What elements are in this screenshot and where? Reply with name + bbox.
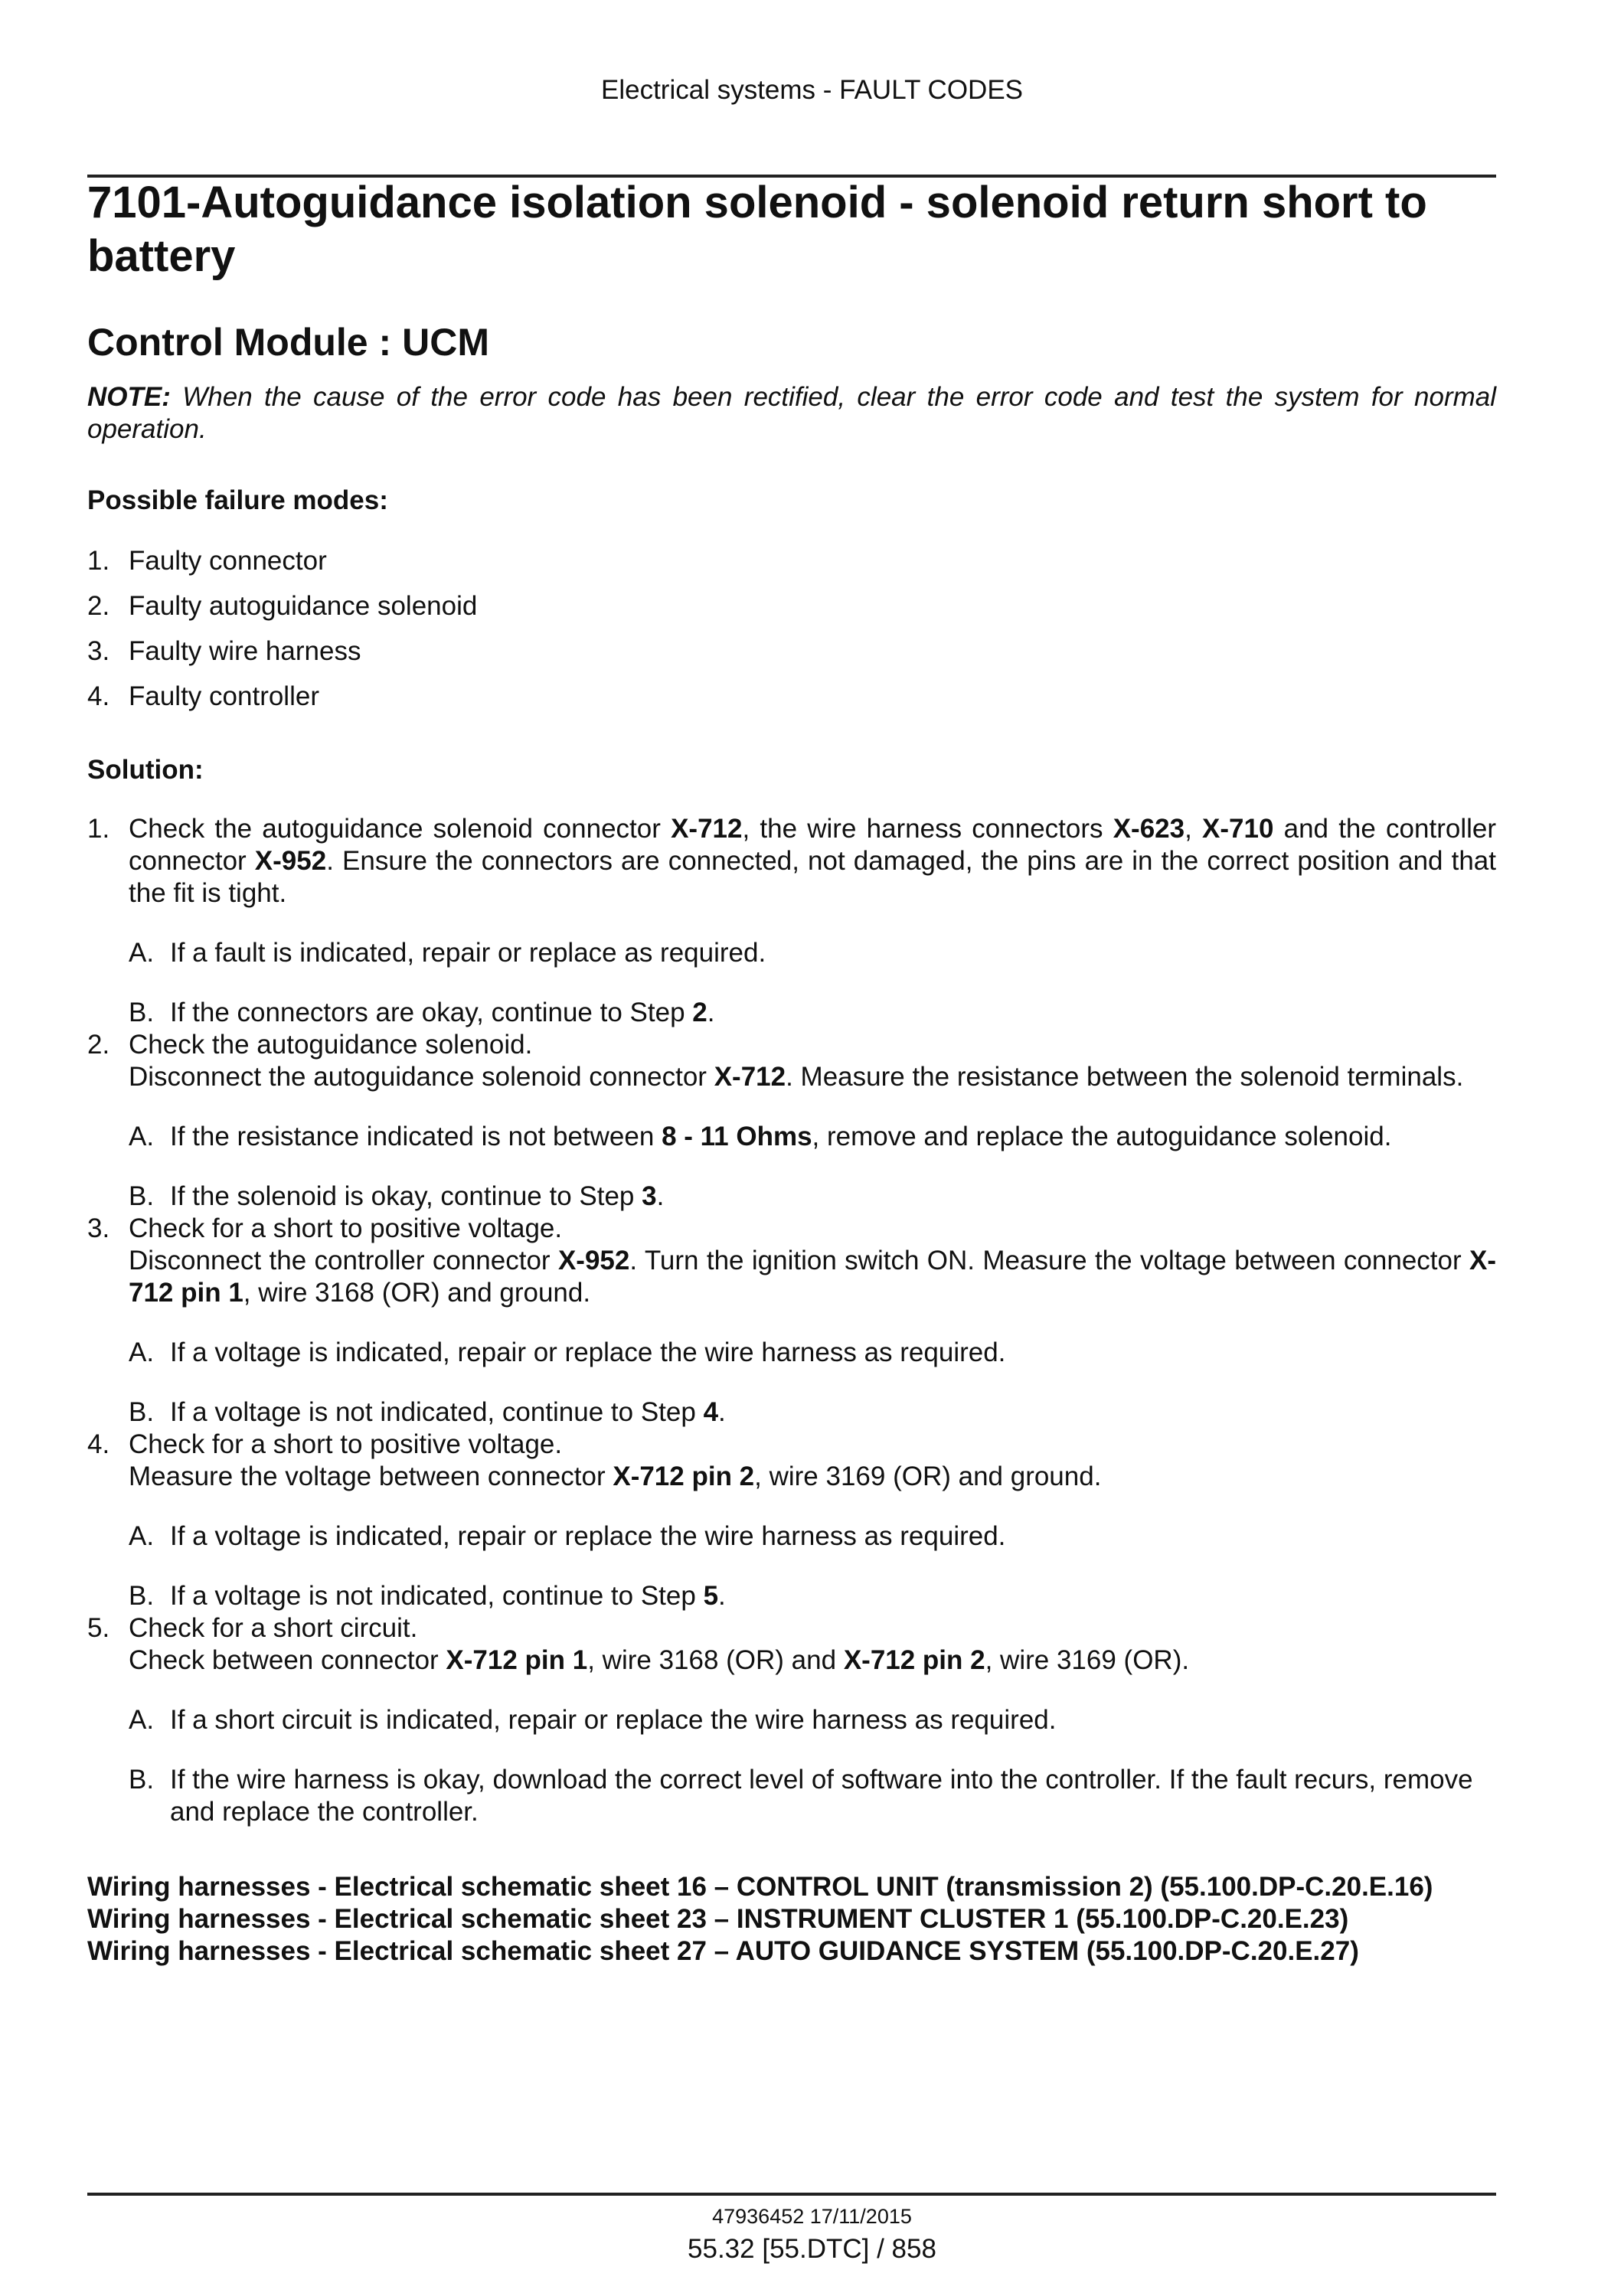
fault-title: 7101-Autoguidance isolation solenoid - solenoid return short to battery bbox=[87, 178, 1427, 281]
step-instruction bbox=[129, 1029, 1496, 1061]
text-run: . Measure the resistance between the solenoid terminals. bbox=[786, 1062, 1464, 1092]
text-run: Check for a short circuit. bbox=[129, 1613, 418, 1643]
text-run: and the controller connector bbox=[129, 814, 1496, 876]
step-instruction bbox=[129, 1213, 1496, 1245]
step-number: 4. bbox=[87, 1429, 110, 1459]
step-substep bbox=[129, 1396, 1496, 1429]
text-run: . bbox=[707, 998, 715, 1027]
step-detail bbox=[129, 1061, 1496, 1093]
substep-letter: B. bbox=[129, 1397, 155, 1427]
bold-term: X-712 pin 1 bbox=[129, 1246, 1496, 1308]
failure-modes-heading: Possible failure modes: bbox=[87, 485, 388, 515]
bold-term: X-710 bbox=[1202, 814, 1274, 844]
text-run: Disconnect the controller connector bbox=[129, 1246, 558, 1275]
substep-text bbox=[170, 937, 1496, 969]
references bbox=[87, 1871, 1433, 1968]
bold-term: X-712 pin 1 bbox=[446, 1645, 588, 1675]
step-detail bbox=[129, 1245, 1496, 1309]
bold-term: 3 bbox=[642, 1181, 657, 1211]
list-number: 2. bbox=[87, 591, 110, 621]
text-run: . bbox=[656, 1181, 665, 1211]
text-run: If a voltage is not indicated, continue to Step bbox=[170, 1397, 704, 1427]
step-detail bbox=[129, 1644, 1496, 1677]
substep-text bbox=[170, 997, 1496, 1029]
substep-text bbox=[170, 1337, 1496, 1369]
text-run: Disconnect the autoguidance solenoid connector bbox=[129, 1062, 714, 1092]
note-text: When the cause of the error code has been rectified, clear the error code and test the system for normal operation. bbox=[87, 382, 1496, 444]
text-run: . bbox=[718, 1581, 726, 1611]
list-item bbox=[87, 681, 477, 726]
reference-link[interactable]: Wiring harnesses - Electrical schematic sheet 16 – CONTROL UNIT (transmission 2) (55.100.DP-C.20.E.16) bbox=[87, 1872, 1433, 1902]
substep-letter: B. bbox=[129, 1181, 155, 1211]
substep-letter: A. bbox=[129, 1337, 155, 1367]
control-module-heading bbox=[87, 320, 489, 364]
footer-rule bbox=[87, 2193, 1496, 2196]
text-run: If a voltage is indicated, repair or replace the wire harness as required. bbox=[170, 1521, 1006, 1551]
text-run: , bbox=[1185, 814, 1203, 844]
substep-text bbox=[170, 1520, 1496, 1553]
bold-term: X-712 bbox=[714, 1062, 786, 1092]
text-run: . bbox=[718, 1397, 726, 1427]
substep-letter: A. bbox=[129, 1521, 155, 1551]
list-number: 1. bbox=[87, 546, 110, 576]
step-substep bbox=[129, 1580, 1496, 1612]
solution-step bbox=[87, 1612, 1496, 1828]
text-run: If the connectors are okay, continue to Step bbox=[170, 998, 693, 1027]
list-item bbox=[87, 590, 477, 635]
text-run: , wire 3168 (OR) and bbox=[587, 1645, 844, 1675]
reference-link[interactable]: Wiring harnesses - Electrical schematic sheet 27 – AUTO GUIDANCE SYSTEM (55.100.DP-C.20.E.27) bbox=[87, 1936, 1359, 1966]
text-run: If a short circuit is indicated, repair or replace the wire harness as required. bbox=[170, 1705, 1057, 1735]
step-detail bbox=[129, 1461, 1496, 1493]
substep-letter: A. bbox=[129, 938, 155, 968]
substep-text bbox=[170, 1580, 1496, 1612]
step-substep bbox=[129, 1764, 1496, 1828]
text-run: Measure the voltage between connector bbox=[129, 1462, 613, 1491]
step-substep bbox=[129, 1181, 1496, 1213]
bold-term: X-623 bbox=[1113, 814, 1185, 844]
step-substep bbox=[129, 937, 1496, 969]
step-instruction bbox=[129, 1612, 1496, 1644]
substep-text bbox=[170, 1181, 1496, 1213]
list-item bbox=[87, 635, 477, 681]
solution-step bbox=[87, 1429, 1496, 1612]
bold-term: X-952 bbox=[254, 846, 327, 876]
list-text: Faulty connector bbox=[129, 546, 327, 576]
substep-letter: A. bbox=[129, 1705, 155, 1735]
solution-steps bbox=[87, 813, 1496, 1828]
step-substep bbox=[129, 1337, 1496, 1369]
text-run: If the wire harness is okay, download the correct level of software into the controller. If the fault recurs, remove and replace the controller. bbox=[170, 1765, 1473, 1827]
step-substep bbox=[129, 1121, 1496, 1153]
text-run: Check between connector bbox=[129, 1645, 446, 1675]
page-header: Electrical systems - FAULT CODES bbox=[600, 75, 1024, 105]
text-run: , remove and replace the autoguidance solenoid. bbox=[812, 1122, 1392, 1151]
bold-term: X-712 bbox=[671, 814, 743, 844]
substep-letter: B. bbox=[129, 998, 155, 1027]
solution-step bbox=[87, 1213, 1496, 1429]
step-substep bbox=[129, 1704, 1496, 1736]
bold-term: X-712 pin 2 bbox=[843, 1645, 985, 1675]
text-run: . Ensure the connectors are connected, not damaged, the pins are in the correct position and that the fit is tight. bbox=[129, 846, 1496, 908]
substep-letter: B. bbox=[129, 1581, 155, 1611]
solution-step bbox=[87, 813, 1496, 1029]
step-number: 1. bbox=[87, 814, 110, 844]
step-substep bbox=[129, 1520, 1496, 1553]
step-instruction bbox=[129, 813, 1496, 910]
substep-text bbox=[170, 1764, 1496, 1828]
text-run: If the solenoid is okay, continue to Step bbox=[170, 1181, 642, 1211]
substep-text bbox=[170, 1396, 1496, 1429]
note-label: NOTE: bbox=[87, 382, 171, 412]
text-run: , the wire harness connectors bbox=[742, 814, 1113, 844]
text-run: , wire 3169 (OR). bbox=[985, 1645, 1190, 1675]
substep-letter: A. bbox=[129, 1122, 155, 1151]
solution-heading: Solution: bbox=[87, 755, 204, 785]
substep-letter: B. bbox=[129, 1765, 155, 1795]
step-instruction bbox=[129, 1429, 1496, 1461]
bold-term: X-712 pin 2 bbox=[613, 1462, 755, 1491]
list-text: Faulty autoguidance solenoid bbox=[129, 591, 478, 621]
bold-term: 8 - 11 Ohms bbox=[662, 1122, 812, 1151]
substep-text bbox=[170, 1121, 1496, 1153]
text-run: If a voltage is indicated, repair or replace the wire harness as required. bbox=[170, 1337, 1006, 1367]
page-number: 55.32 [55.DTC] / 858 bbox=[688, 2234, 936, 2264]
control-module-label: Control Module : bbox=[87, 321, 392, 364]
bold-term: 5 bbox=[703, 1581, 719, 1611]
text-run: Check the autoguidance solenoid. bbox=[129, 1030, 533, 1060]
document-code: 47936452 17/11/2015 bbox=[712, 2205, 912, 2228]
step-substep bbox=[129, 997, 1496, 1029]
reference-link[interactable]: Wiring harnesses - Electrical schematic sheet 23 – INSTRUMENT CLUSTER 1 (55.100.DP-C.20.E.23) bbox=[87, 1904, 1349, 1934]
failure-modes-list bbox=[87, 545, 477, 726]
bold-term: 4 bbox=[703, 1397, 719, 1427]
list-text: Faulty controller bbox=[129, 681, 319, 711]
text-run: Check for a short to positive voltage. bbox=[129, 1213, 563, 1243]
list-number: 4. bbox=[87, 681, 110, 711]
solution-step bbox=[87, 1029, 1496, 1213]
text-run: , wire 3169 (OR) and ground. bbox=[754, 1462, 1102, 1491]
list-item bbox=[87, 545, 477, 590]
bold-term: 2 bbox=[692, 998, 707, 1027]
substep-text bbox=[170, 1704, 1496, 1736]
bold-term: X-952 bbox=[557, 1246, 630, 1275]
text-run: If a voltage is not indicated, continue to Step bbox=[170, 1581, 704, 1611]
step-number: 2. bbox=[87, 1030, 110, 1060]
control-module-value: UCM bbox=[402, 321, 490, 364]
text-run: , wire 3168 (OR) and ground. bbox=[243, 1278, 591, 1308]
list-text: Faulty wire harness bbox=[129, 636, 361, 666]
text-run: If a fault is indicated, repair or replace as required. bbox=[170, 938, 766, 968]
text-run: Check for a short to positive voltage. bbox=[129, 1429, 563, 1459]
text-run: . Turn the ignition switch ON. Measure the voltage between connector bbox=[629, 1246, 1469, 1275]
list-number: 3. bbox=[87, 636, 110, 666]
text-run: Check the autoguidance solenoid connector bbox=[129, 814, 671, 844]
step-number: 5. bbox=[87, 1613, 110, 1643]
step-number: 3. bbox=[87, 1213, 110, 1243]
note bbox=[87, 381, 1496, 446]
text-run: If the resistance indicated is not between bbox=[170, 1122, 662, 1151]
